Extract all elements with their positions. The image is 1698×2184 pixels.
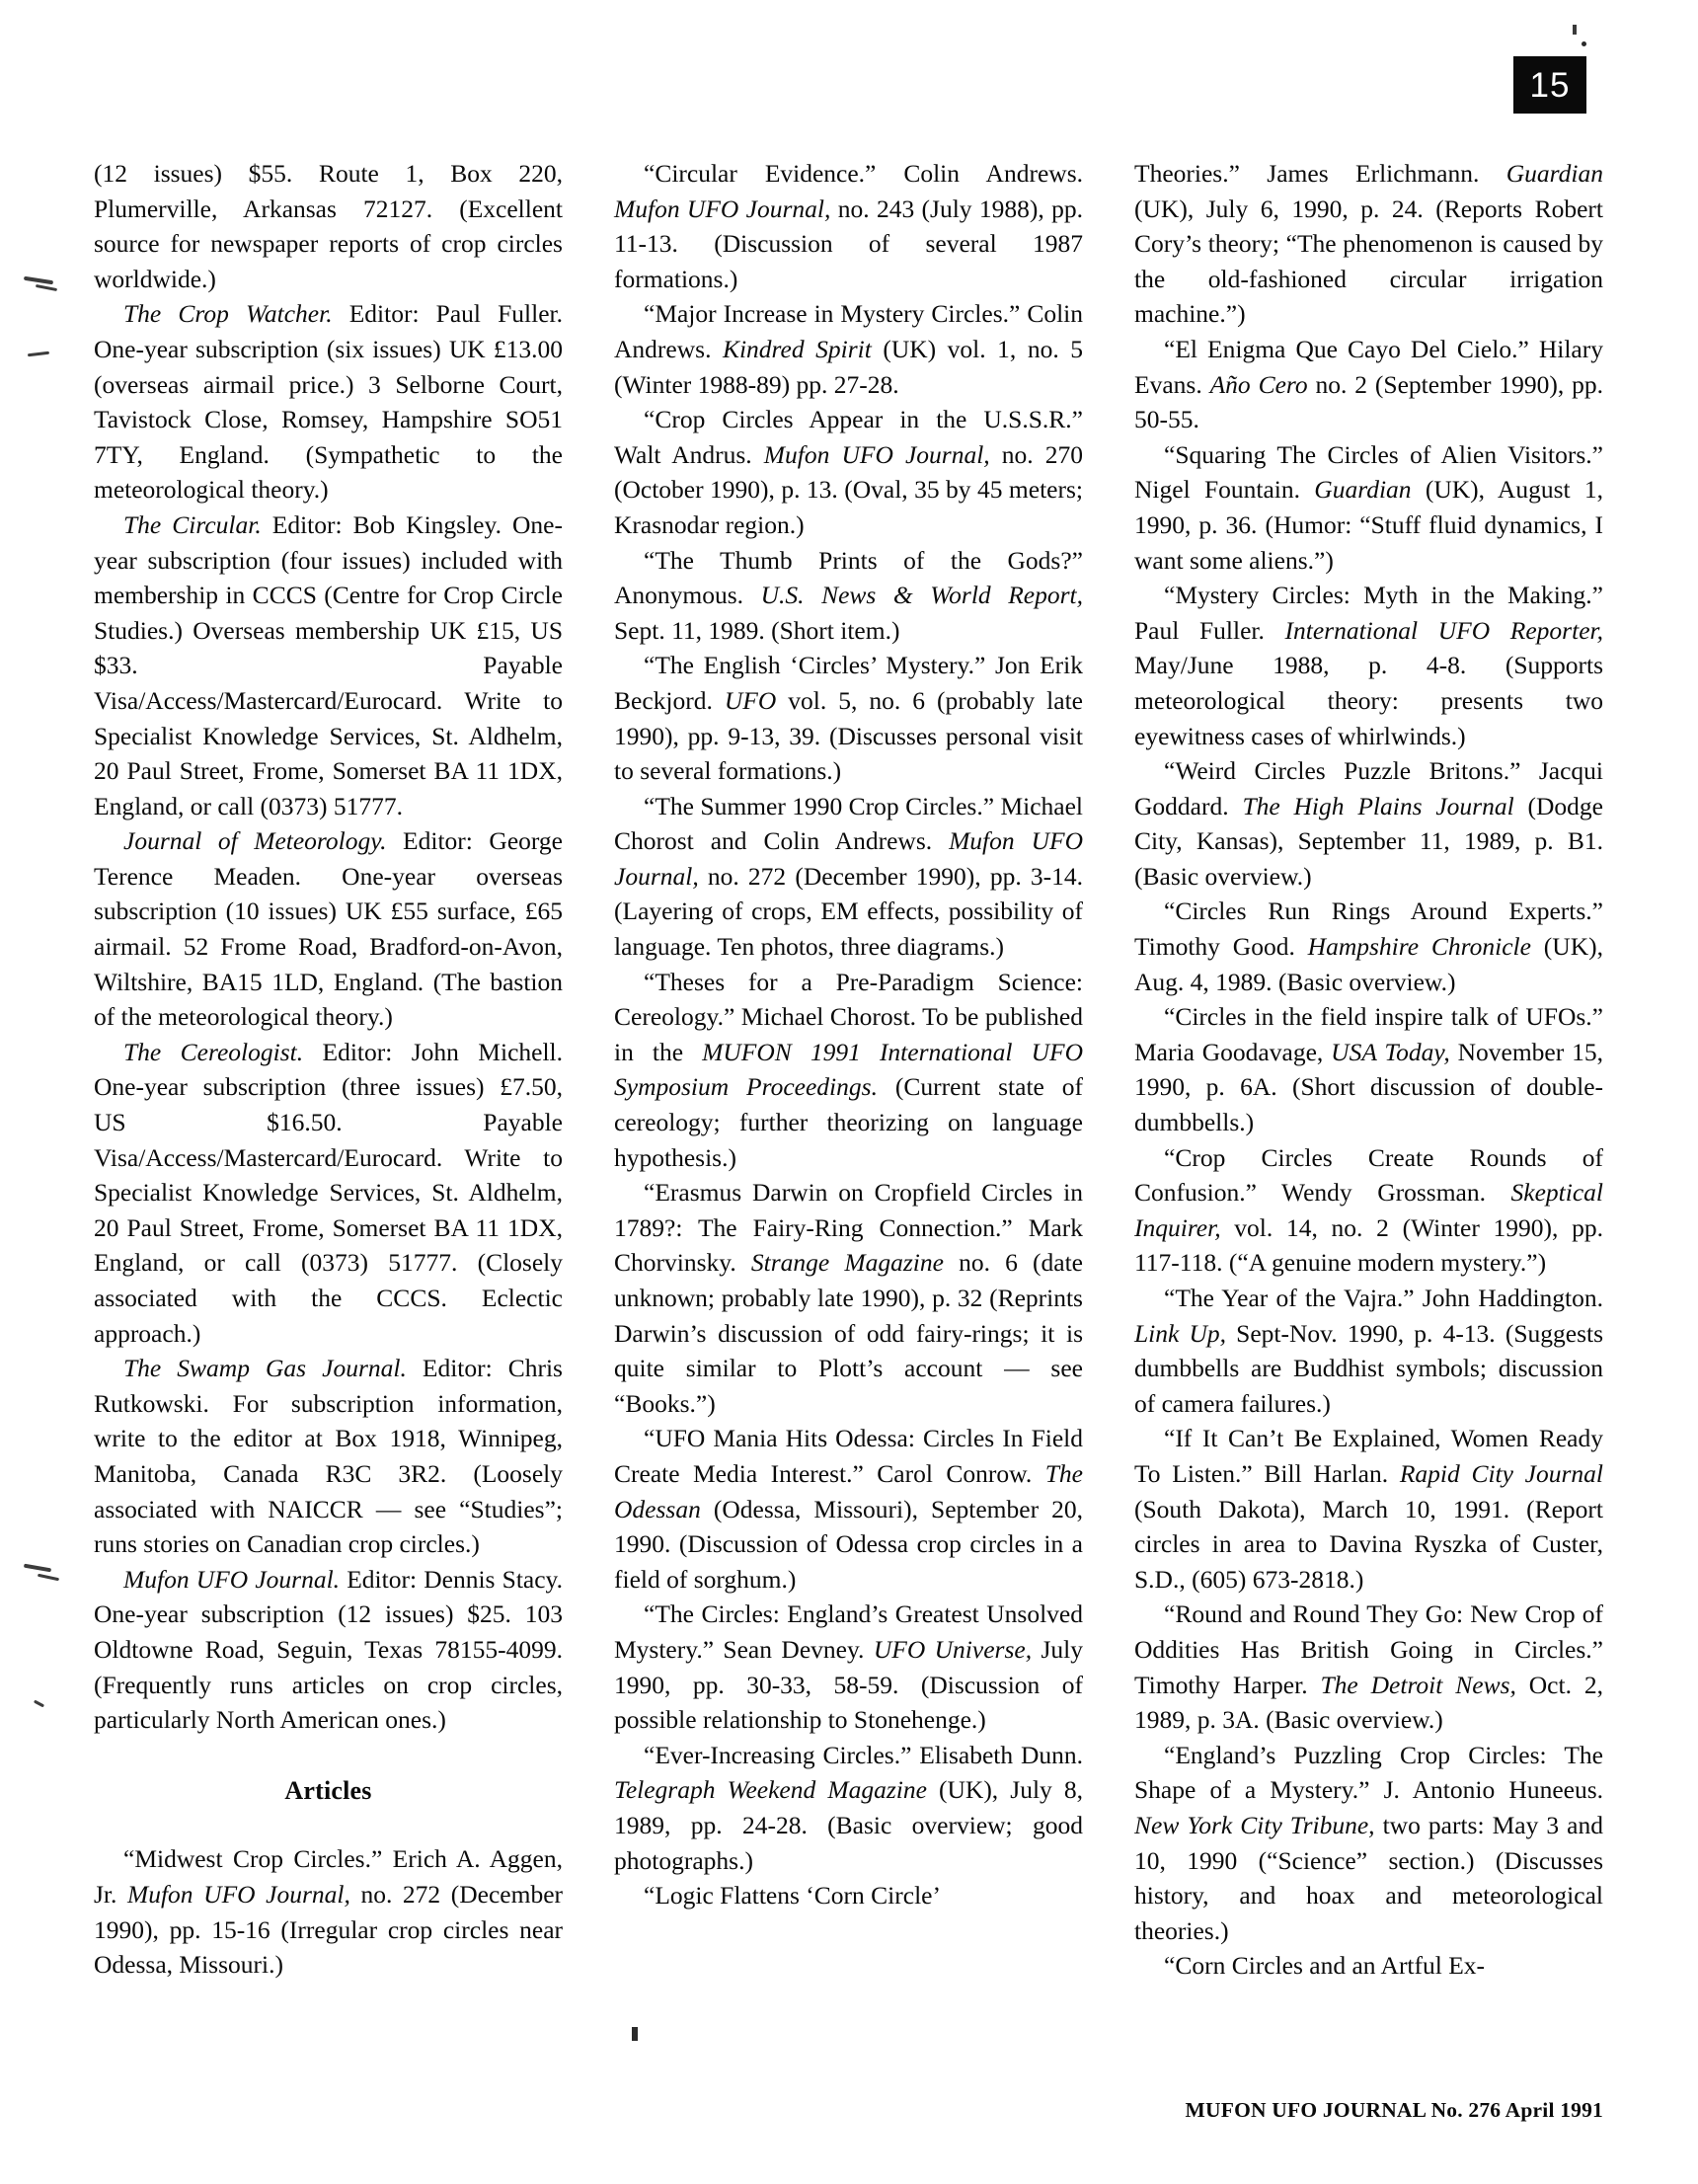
italic-title: Hampshire Chronicle <box>1307 932 1531 962</box>
italic-title: Mufon UFO Journal, <box>126 1879 350 1909</box>
bibliography-entry <box>94 823 563 1035</box>
bibliography-entry <box>614 789 1083 965</box>
entry-text: vol. 14, no. 2 (Winter 1990), pp. 117-118. (“A genuine modern mystery.”) <box>1134 1212 1603 1278</box>
entry-text: (Current state of cereology; further theorizing on language hypothesis.) <box>614 1072 1083 1172</box>
entry-text: (UK), Aug. 4, 1989. (Basic overview.) <box>1134 932 1603 996</box>
entry-text: November 15, 1990, p. 6A. (Short discussion of double-dumbbells.) <box>1134 1037 1603 1137</box>
column-2 <box>614 156 1083 1984</box>
scan-speck-badge <box>1582 41 1586 46</box>
bibliography-entry <box>614 648 1083 788</box>
italic-title: The Cereologist. <box>123 1037 304 1066</box>
bibliography-entry <box>94 1351 563 1562</box>
bibliography-entry <box>1134 999 1603 1139</box>
italic-title: Skeptical Inquirer, <box>1134 1178 1603 1242</box>
bibliography-entry <box>614 1175 1083 1421</box>
entry-text: Editor: John Michell. One-year subscription (three issues) £7.50, US $16.50. Payable Visa/Access/Mastercard/Eurocard. Write to Specialist Knowledge Services, St. Aldhelm, 20 Paul Street, Frome, Somerset BA 11 1DX, England, or call (0373) 51777. (Closely associated with the CCCS. Eclectic approach.) <box>94 1037 563 1348</box>
entry-text: “Circles in the field inspire talk of UFOs.” Maria Goodavage, <box>1134 1002 1603 1066</box>
bibliography-entry <box>1134 753 1603 894</box>
entry-text: no. 272 (December 1990), pp. 3-14. (Layering of crops, EM effects, possibility of language. Ten photos, three diagrams.) <box>614 861 1083 962</box>
bibliography-entry <box>94 1035 563 1351</box>
entry-text: (Odessa, Missouri), September 20, 1990. (Discussion of Odessa crop circles in a field of sorghum.) <box>614 1494 1083 1594</box>
italic-title: UFO Universe, <box>873 1634 1033 1664</box>
entry-text: “Crop Circles Create Rounds of Confusion.” Wendy Grossman. <box>1134 1142 1603 1208</box>
italic-title: Año Cero <box>1209 369 1308 399</box>
entry-text: no. 243 (July 1988), pp. 11-13. (Discussion of several 1987 formations.) <box>614 194 1083 293</box>
entry-text: (12 issues) $55. Route 1, Box 220, Plumerville, Arkansas 72127. (Excellent source for newspaper reports of crop circles worldwide.) <box>94 159 563 293</box>
bibliography-entry <box>1134 332 1603 437</box>
italic-title: Mufon UFO Journal, <box>763 439 990 469</box>
entry-text: “UFO Mania Hits Odessa: Circles In Field Create Media Interest.” Carol Conrow. <box>614 1424 1083 1488</box>
bibliography-entry <box>614 1738 1083 1878</box>
bibliography-entry <box>1134 1421 1603 1597</box>
entry-text: “Midwest Crop Circles.” Erich A. Aggen, Jr. <box>94 1844 563 1909</box>
entry-text: no. 272 (December 1990), pp. 15-16 (Irregular crop circles near Odessa, Missouri.) <box>94 1879 564 1980</box>
entry-text: Editor: George Terence Meaden. One-year overseas subscription (10 issues) UK £55 surface, £65 airmail. 52 Frome Road, Bradford-on-Avon, Wiltshire, BA15 1LD, England. (The bastion of the meteorological theory.) <box>94 826 563 1032</box>
entry-text: “England’s Puzzling Crop Circles: The Shape of a Mystery.” J. Antonio Huneeus. <box>1134 1740 1603 1805</box>
italic-title: The Crop Watcher. <box>123 299 333 329</box>
italic-title: UFO <box>724 685 777 715</box>
entry-text: “Corn Circles and an Artful Ex- <box>1164 1951 1486 1981</box>
entry-text: Oct. 2, 1989, p. 3A. (Basic overview.) <box>1134 1670 1603 1735</box>
entry-text: “If It Can’t Be Explained, Women Ready To Listen.” Bill Harlan. <box>1134 1424 1603 1488</box>
entry-text: “Circles Run Rings Around Experts.” Timothy Good. <box>1134 897 1603 962</box>
italic-title: Mufon UFO Journal, <box>614 826 1083 891</box>
entry-text: Sept. 11, 1989. (Short item.) <box>614 615 900 645</box>
scan-speck-bottom <box>632 2027 638 2041</box>
margin-scan-mark <box>24 276 53 285</box>
entry-text: Editor: Paul Fuller. One-year subscription (six issues) UK £13.00 (overseas airmail price.) 3 Selborne Court, Tavistock Close, Romsey, Hampshire SO51 7TY, England. (Sympathetic to the meteorological theory.) <box>94 299 563 505</box>
scan-speck-top <box>1573 25 1577 35</box>
entry-text: Editor: Dennis Stacy. One-year subscription (12 issues) $25. 103 Oldtowne Road, Seguin, Texas 78155-4099. (Frequently runs articles on crop circles, particularly North American ones.) <box>94 1564 564 1735</box>
entry-text: July 1990, pp. 30-33, 58-59. (Discussion of possible relationship to Stonehenge.) <box>614 1634 1083 1735</box>
entry-text: (South Dakota), March 10, 1991. (Report circles in area to Davina Ryszka of Custer, S.D., (605) 673-2818.) <box>1134 1494 1603 1594</box>
entry-text: “Logic Flattens ‘Corn Circle’ <box>644 1881 941 1911</box>
bibliography-entry <box>1134 894 1603 999</box>
bibliography-entry <box>94 1841 563 1982</box>
bibliography-entry <box>614 1421 1083 1597</box>
bibliography-entry <box>614 965 1083 1176</box>
entry-text: (UK), July 6, 1990, p. 24. (Reports Robert Cory’s theory; “The phenomenon is caused by the old-fashioned circular irrigation machine.”) <box>1134 194 1603 329</box>
bibliography-entry <box>94 156 563 296</box>
italic-title: The Odessan <box>614 1458 1083 1523</box>
bibliography-entry <box>1134 1281 1603 1421</box>
italic-title: International UFO Reporter, <box>1284 615 1603 645</box>
entry-text: May/June 1988, p. 4-8. (Supports meteorological theory: presents two eyewitness cases of whirlwinds.) <box>1134 651 1603 750</box>
entry-text: (Dodge City, Kansas), September 11, 1989, p. B1. (Basic overview.) <box>1134 791 1603 891</box>
italic-title: Strange Magazine <box>750 1248 944 1278</box>
italic-title: The Detroit News, <box>1320 1670 1516 1699</box>
entry-text: “Round and Round They Go: New Crop of Oddities Has British Going in Circles.” Timothy Harper. <box>1134 1599 1603 1699</box>
entry-text: “The Summer 1990 Crop Circles.” Michael Chorost and Colin Andrews. <box>614 791 1083 856</box>
bibliography-entry <box>1134 156 1603 332</box>
entry-text: “Mystery Circles: Myth in the Making.” Paul Fuller. <box>1134 581 1603 645</box>
italic-title: MUFON 1991 International UFO Symposium Proceedings. <box>614 1037 1083 1102</box>
bibliography-entry <box>614 402 1083 542</box>
entry-text: no. 6 (date unknown; probably late 1990), p. 32 (Reprints Darwin’s discussion of odd fairy-rings; it is quite similar to Plott’s account — see “Books.”) <box>614 1248 1084 1418</box>
section-heading: Articles <box>284 1775 372 1805</box>
entry-text: “The Circles: England’s Greatest Unsolved Mystery.” Sean Devney. <box>614 1599 1083 1664</box>
bibliography-entry <box>614 156 1083 296</box>
bibliography-entry <box>614 543 1083 649</box>
bibliography-entry <box>1134 578 1603 753</box>
italic-title: The Circular. <box>123 509 262 539</box>
bibliography-entry <box>614 1878 1083 1913</box>
bibliography-entry <box>94 507 563 823</box>
entry-text: “Weird Circles Puzzle Britons.” Jacqui Goddard. <box>1134 756 1603 820</box>
entry-text: “Crop Circles Appear in the U.S.S.R.” Walt Andrus. <box>614 405 1083 469</box>
margin-scan-mark <box>24 1564 51 1573</box>
entry-text: “Ever-Increasing Circles.” Elisabeth Dunn. <box>644 1740 1083 1769</box>
italic-title: Telegraph Weekend Magazine <box>614 1775 927 1805</box>
bibliography-entry <box>1134 1597 1603 1737</box>
italic-title: New York City Tribune, <box>1134 1810 1375 1839</box>
margin-scan-mark <box>36 284 57 291</box>
italic-title: Guardian <box>1314 475 1412 505</box>
entry-text: “The Year of the Vajra.” John Haddington. <box>1164 1284 1603 1312</box>
entry-text: Editor: Chris Rutkowski. For subscription information, write to the editor at Box 1918, Winnipeg, Manitoba, Canada R3C 3R2. (Loosely associated with NAICCR — see “Studies”; runs stories on Canadian crop circles.) <box>94 1354 563 1559</box>
italic-title: Rapid City Journal <box>1399 1458 1603 1488</box>
entry-text: no. 270 (October 1990), p. 13. (Oval, 35 by 45 meters; Krasnodar region.) <box>614 439 1084 539</box>
entry-text: “Squaring The Circles of Alien Visitors.” Nigel Fountain. <box>1134 439 1603 505</box>
entry-text: (UK) vol. 1, no. 5 (Winter 1988-89) pp. 27-28. <box>614 334 1083 399</box>
bibliography-entry <box>1134 1738 1603 1949</box>
entry-text: “Theses for a Pre-Paradigm Science: Cereology.” Michael Chorost. To be published in the <box>614 967 1083 1066</box>
italic-title: The Swamp Gas Journal. <box>123 1354 407 1383</box>
italic-title: USA Today, <box>1331 1037 1450 1066</box>
page-number-badge: 15 <box>1513 56 1586 114</box>
entry-text: “The Thumb Prints of the Gods?” Anonymous. <box>614 545 1083 610</box>
entry-text: “El Enigma Que Cayo Del Cielo.” Hilary Evans. <box>1134 334 1603 399</box>
entry-text: “Circular Evidence.” Colin Andrews. <box>644 159 1083 188</box>
margin-scan-mark <box>38 1574 59 1582</box>
bibliography-entry <box>1134 1948 1603 1984</box>
italic-title: Guardian <box>1505 159 1603 188</box>
margin-scan-mark <box>28 351 49 357</box>
entry-text: vol. 5, no. 6 (probably late 1990), pp. 9-13, 39. (Discusses personal visit to several formations.) <box>614 685 1083 786</box>
entry-text: (UK), July 8, 1989, pp. 24-28. (Basic overview; good photographs.) <box>614 1775 1083 1875</box>
entry-text: two parts: May 3 and 10, 1990 (“Science” section.) (Discusses history, and hoax and meteorological theories.) <box>1134 1810 1604 1945</box>
entry-text: (UK), August 1, 1990, p. 36. (Humor: “Stuff fluid dynamics, I want some aliens.”) <box>1134 475 1603 575</box>
entry-text: Sept-Nov. 1990, p. 4-13. (Suggests dumbbells are Buddhist symbols; discussion of camera failures.) <box>1134 1318 1603 1418</box>
page-footer: MUFON UFO JOURNAL No. 276 April 1991 <box>1185 2098 1603 2122</box>
bibliography-entry <box>614 296 1083 402</box>
bibliography-entry <box>94 1562 563 1738</box>
bibliography-entry <box>1134 1140 1603 1281</box>
text-columns <box>94 156 1604 1984</box>
margin-scan-mark <box>34 1700 44 1708</box>
italic-title: Kindred Spirit <box>722 334 872 363</box>
italic-title: Journal of Meteorology. <box>123 826 387 856</box>
entry-text: Theories.” James Erlichmann. <box>1134 159 1506 188</box>
entry-text: “Erasmus Darwin on Cropfield Circles in 1789?: The Fairy-Ring Connection.” Mark Chorvinsky. <box>614 1178 1083 1278</box>
italic-title: Link Up, <box>1134 1318 1227 1348</box>
italic-title: U.S. News & World Report, <box>760 581 1083 610</box>
italic-title: The High Plains Journal <box>1242 791 1514 820</box>
bibliography-entry <box>614 1597 1083 1737</box>
column-3 <box>1134 156 1603 1984</box>
entry-text: no. 2 (September 1990), pp. 50-55. <box>1134 369 1603 434</box>
italic-title: Mufon UFO Journal, <box>614 194 831 223</box>
italic-title: Mufon UFO Journal. <box>123 1564 341 1594</box>
entry-text: “Major Increase in Mystery Circles.” Colin Andrews. <box>614 299 1083 363</box>
column-1 <box>94 156 563 1984</box>
bibliography-entry <box>94 296 563 507</box>
entry-text: “The English ‘Circles’ Mystery.” Jon Erik Beckjord. <box>614 651 1083 715</box>
bibliography-entry <box>1134 437 1603 578</box>
entry-text: Editor: Bob Kingsley. One-year subscription (four issues) included with membership in CCCS (Centre for Crop Circle Studies.) Overseas membership UK £15, US $33. Payable Visa/Access/Mastercard/Eurocard. Write to Specialist Knowledge Services, St. Aldhelm, 20 Paul Street, Frome, Somerset BA 11 1DX, England, or call (0373) 51777. <box>94 509 563 820</box>
